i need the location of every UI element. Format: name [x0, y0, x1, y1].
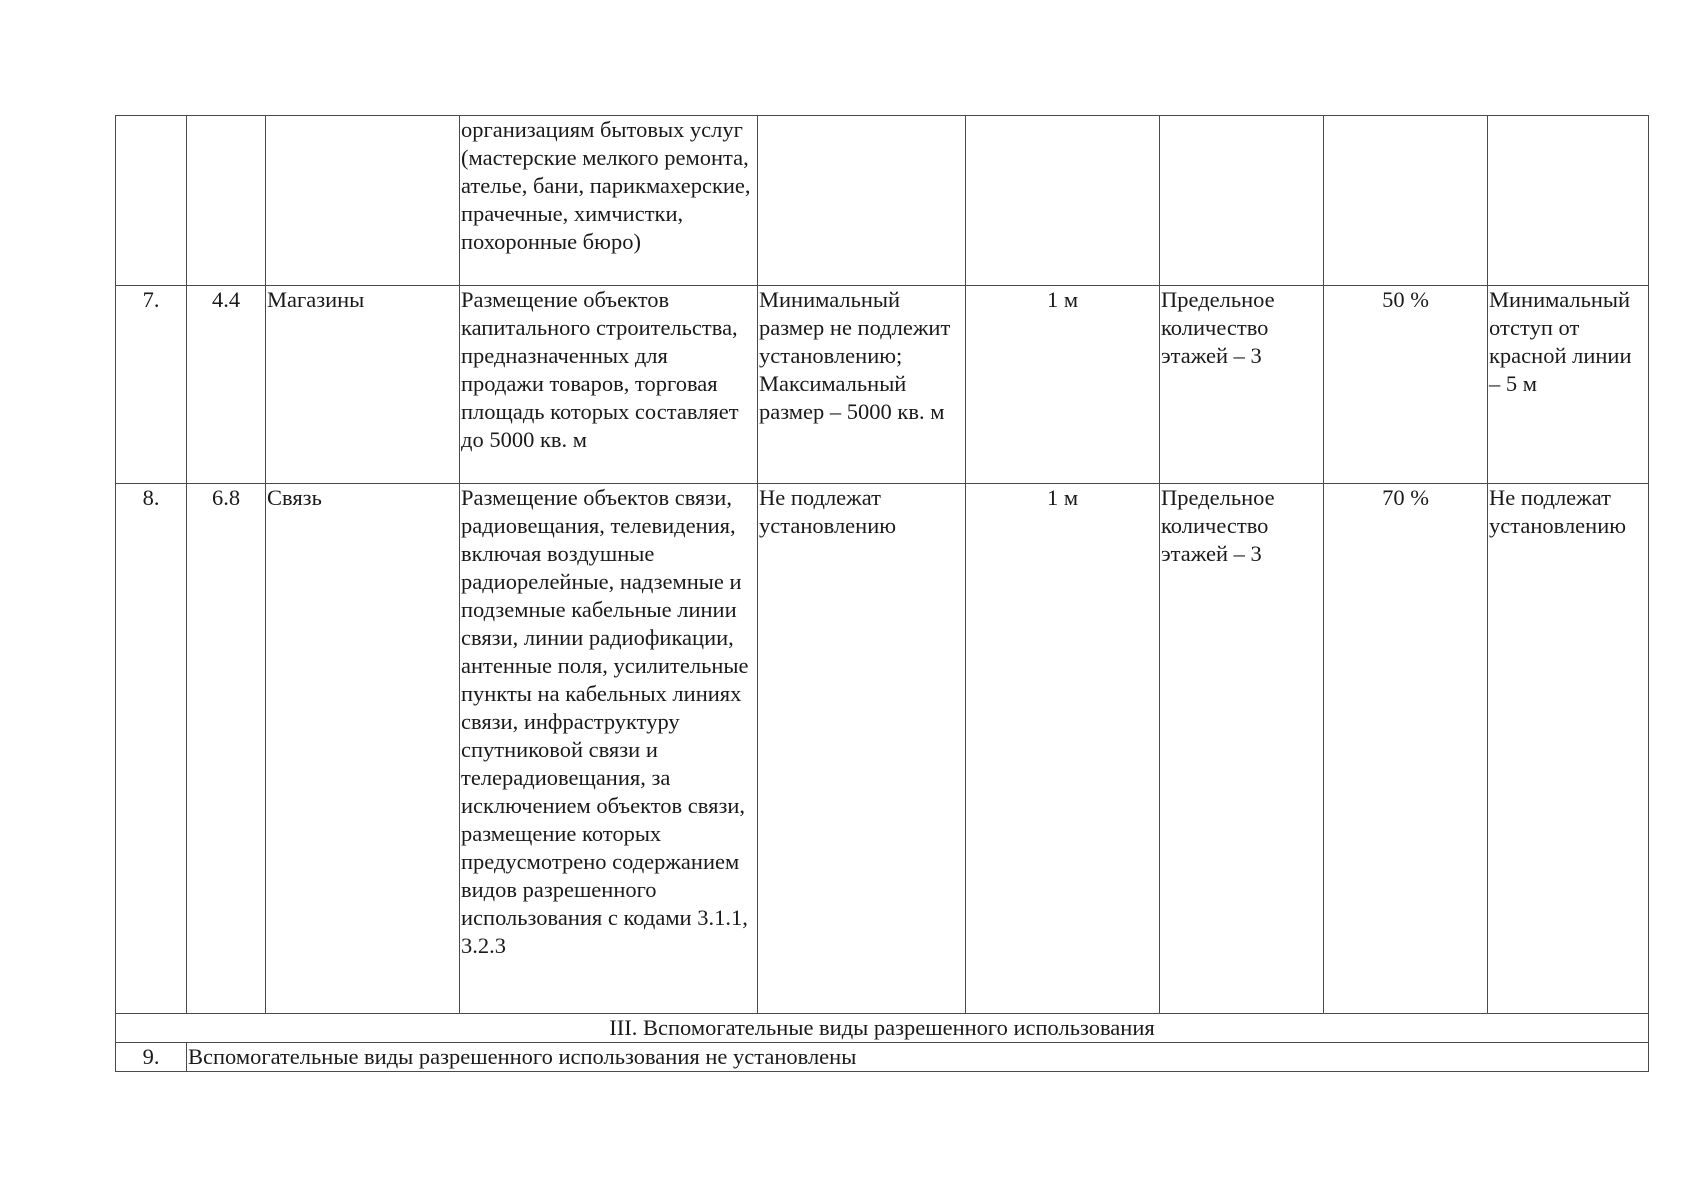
row-number-cell: 8. [116, 484, 187, 1014]
code-cell [187, 116, 266, 286]
section-heading: III. Вспомогательные виды разрешенного использования [116, 1014, 1649, 1043]
table-row [116, 116, 1649, 286]
plot-size-cell: Минимальный размер не подлежит установлению; Максимальный размер – 5000 кв. м [758, 286, 966, 484]
code-cell: 4.4 [187, 286, 266, 484]
coverage-cell: 70 % [1324, 484, 1488, 1014]
coverage-cell: 50 % [1324, 286, 1488, 484]
row-number-cell: 7. [116, 286, 187, 484]
setback-cell [966, 116, 1160, 286]
floors-cell: Предельное количество этажей – 3 [1160, 286, 1324, 484]
plot-size-cell: Не подлежат установлению [758, 484, 966, 1014]
table-row [116, 1043, 1649, 1072]
other-params-cell [1488, 116, 1649, 286]
plot-size-cell [758, 116, 966, 286]
floors-cell: Предельное количество этажей – 3 [1160, 484, 1324, 1014]
table-row [116, 286, 1649, 484]
row-number-cell: 9. [116, 1043, 187, 1072]
description-cell: организациям бытовых услуг (мастерские мелкого ремонта, ателье, бани, парикмахерские, прачечные, химчистки, похоронные бюро) [460, 116, 758, 286]
row-number-cell [116, 116, 187, 286]
coverage-cell [1324, 116, 1488, 286]
code-cell: 6.8 [187, 484, 266, 1014]
auxiliary-uses-note: Вспомогательные виды разрешенного использования не установлены [187, 1043, 1649, 1072]
setback-cell: 1 м [966, 484, 1160, 1014]
use-name-cell: Магазины [266, 286, 460, 484]
description-cell: Размещение объектов связи, радиовещания, телевидения, включая воздушные радиорелейные, надземные и подземные кабельные линии связи, линии радиофикации, антенные поля, усилительные пункты на кабельных линиях связи, инфраструктуру спутниковой связи и телерадиовещания, за исключением объектов связи, размещение которых предусмотрено содержанием видов разрешенного использования с кодами 3.1.1, 3.2.3 [460, 484, 758, 1014]
other-params-cell: Не подлежат установлению [1488, 484, 1649, 1014]
use-name-cell: Связь [266, 484, 460, 1014]
use-name-cell [266, 116, 460, 286]
floors-cell [1160, 116, 1324, 286]
table-row [116, 484, 1649, 1014]
section-heading-row [116, 1014, 1649, 1043]
description-cell: Размещение объектов капитального строительства, предназначенных для продажи товаров, торговая площадь которых составляет до 5000 кв. м [460, 286, 758, 484]
other-params-cell: Минимальный отступ от красной линии – 5 м [1488, 286, 1649, 484]
setback-cell: 1 м [966, 286, 1160, 484]
land-use-table [115, 115, 1649, 1072]
